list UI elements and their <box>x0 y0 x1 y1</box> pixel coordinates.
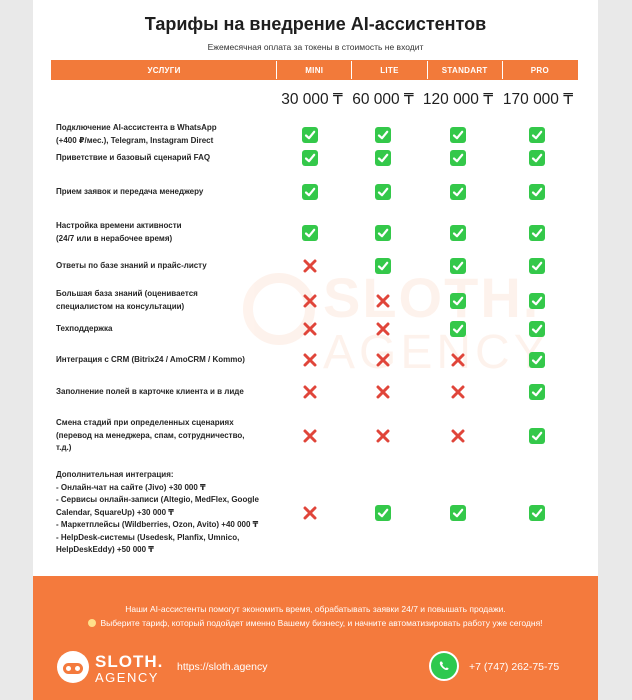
website-link[interactable]: https://sloth.agency <box>177 661 268 673</box>
cross-icon <box>375 321 391 337</box>
cross-icon <box>450 352 466 368</box>
check-icon <box>375 258 391 274</box>
feature-label-line: Заполнение полей в карточке клиента и в лиде <box>56 387 244 396</box>
sloth-logo-icon <box>57 651 89 683</box>
pricing-sheet <box>33 0 598 700</box>
feature-label-line: Техподдержка <box>56 324 113 333</box>
watermark-line1: SLOTH. <box>323 266 541 329</box>
watermark-line2: AGENCY <box>323 326 550 379</box>
feature-label <box>56 220 271 245</box>
price-lite: 60 000 ₸ <box>352 91 414 108</box>
feature-label-line: - HelpDesk-системы (Usedesk, Planfix, Umnico, <box>56 532 240 542</box>
check-icon <box>529 505 545 521</box>
check-icon <box>450 127 466 143</box>
check-icon <box>302 184 318 200</box>
feature-label-line: HelpDeskEddy) +50 000 ₸ <box>56 545 154 554</box>
feature-label-line: Ответы по базе знаний и прайс-листу <box>56 261 207 270</box>
header-plan-pro: PRO <box>502 61 577 79</box>
check-icon <box>529 321 545 337</box>
check-icon <box>375 225 391 241</box>
feature-label-line: (24/7 или в нерабочее время) <box>56 233 173 243</box>
header-plan-mini: MINI <box>276 61 351 79</box>
page-subtitle: Ежемесячная оплата за токены в стоимость не входит <box>207 42 424 52</box>
cross-icon <box>450 428 466 444</box>
watermark <box>243 255 573 405</box>
footer-line1: Наши AI-ассистенты помогут экономить время, обрабатывать заявки 24/7 и повышать продажи. <box>125 604 506 614</box>
lightbulb-icon <box>88 619 96 627</box>
feature-label <box>56 417 271 455</box>
check-icon <box>375 150 391 166</box>
header-plan-lite: LITE <box>351 61 426 79</box>
feature-label-line: Настройка времени активности <box>56 221 182 230</box>
feature-label-line: Интеграция с CRM (Bitrix24 / AmoCRM / Kommo) <box>56 355 245 364</box>
check-icon <box>529 428 545 444</box>
check-icon <box>450 321 466 337</box>
feature-label-line: Приветствие и базовый сценарий FAQ <box>56 153 211 162</box>
cross-icon <box>302 428 318 444</box>
footer-line2 <box>33 618 598 628</box>
price-pro: 170 000 ₸ <box>502 91 574 108</box>
feature-label <box>56 186 271 199</box>
table-header <box>51 60 578 80</box>
feature-label-line: специалистом на консультации) <box>56 301 185 311</box>
feature-label-line: т.д.) <box>56 443 72 452</box>
feature-label-line: Смена стадий при определенных сценариях <box>56 418 234 427</box>
check-icon <box>302 127 318 143</box>
cross-icon <box>450 384 466 400</box>
cross-icon <box>302 321 318 337</box>
feature-label <box>56 354 271 367</box>
price-mini: 30 000 ₸ <box>281 91 343 108</box>
check-icon <box>302 225 318 241</box>
feature-label-line: Дополнительная интеграция: <box>56 470 174 479</box>
check-icon <box>529 352 545 368</box>
feature-label-line: - Сервисы онлайн-записи (Altegio, MedFlex, Google <box>56 495 259 504</box>
feature-label-line: - Маркетплейсы (Wildberries, Ozon, Avito) +40 000 ₸ <box>56 520 259 529</box>
check-icon <box>529 293 545 309</box>
check-icon <box>450 150 466 166</box>
check-icon <box>529 127 545 143</box>
feature-label-line: Подключение AI-ассистента в WhatsApp <box>56 123 217 132</box>
check-icon <box>375 505 391 521</box>
price-standart: 120 000 ₸ <box>422 91 494 108</box>
check-icon <box>375 127 391 143</box>
check-icon <box>375 184 391 200</box>
logo-line1: SLOTH. <box>95 652 164 671</box>
header-services: УСЛУГИ <box>147 65 181 75</box>
sloth-agency-logo <box>57 648 167 688</box>
check-icon <box>450 184 466 200</box>
cross-icon <box>302 352 318 368</box>
logo-line2: AGENCY <box>95 670 159 685</box>
cross-icon <box>375 293 391 309</box>
cross-icon <box>302 384 318 400</box>
cross-icon <box>302 258 318 274</box>
check-icon <box>529 184 545 200</box>
check-icon <box>529 258 545 274</box>
feature-label <box>56 386 271 399</box>
check-icon <box>450 293 466 309</box>
price-row <box>33 90 598 112</box>
feature-label <box>56 288 271 313</box>
page-title: Тарифы на внедрение AI-ассистентов <box>144 14 487 34</box>
header-plan-standart: STANDART <box>427 61 502 79</box>
feature-label <box>56 323 271 336</box>
cross-icon <box>375 352 391 368</box>
check-icon <box>450 505 466 521</box>
check-icon <box>302 150 318 166</box>
feature-label <box>56 469 271 557</box>
phone-number[interactable]: +7 (747) 262-75-75 <box>469 661 560 673</box>
check-icon <box>529 225 545 241</box>
feature-label-line: - Онлайн-чат на сайте (Jivo) +30 000 ₸ <box>56 482 206 492</box>
footer <box>33 576 598 700</box>
feature-label-line: Calendar, SquareUp) +30 000 ₸ <box>56 507 174 517</box>
check-icon <box>529 384 545 400</box>
cross-icon <box>375 428 391 444</box>
check-icon <box>450 258 466 274</box>
feature-label-line: Прием заявок и передача менеджеру <box>56 187 204 196</box>
feature-label <box>56 122 271 147</box>
cross-icon <box>375 384 391 400</box>
cross-icon <box>302 293 318 309</box>
cross-icon <box>302 505 318 521</box>
check-icon <box>529 150 545 166</box>
footer-line2-text: Выберите тариф, который подойдет именно Вашему бизнесу, и начните автоматизировать работу уже сегодня! <box>100 618 543 628</box>
whatsapp-icon[interactable] <box>429 651 459 681</box>
check-icon <box>450 225 466 241</box>
feature-label <box>56 260 271 273</box>
feature-label-line: Большая база знаний (оценивается <box>56 289 198 298</box>
feature-label-line: (перевод на менеджера, спам, сотрудничество, <box>56 430 245 440</box>
feature-label-line: (+400 ₽/мес.), Telegram, Instagram Direct <box>56 135 214 145</box>
feature-label <box>56 152 271 165</box>
